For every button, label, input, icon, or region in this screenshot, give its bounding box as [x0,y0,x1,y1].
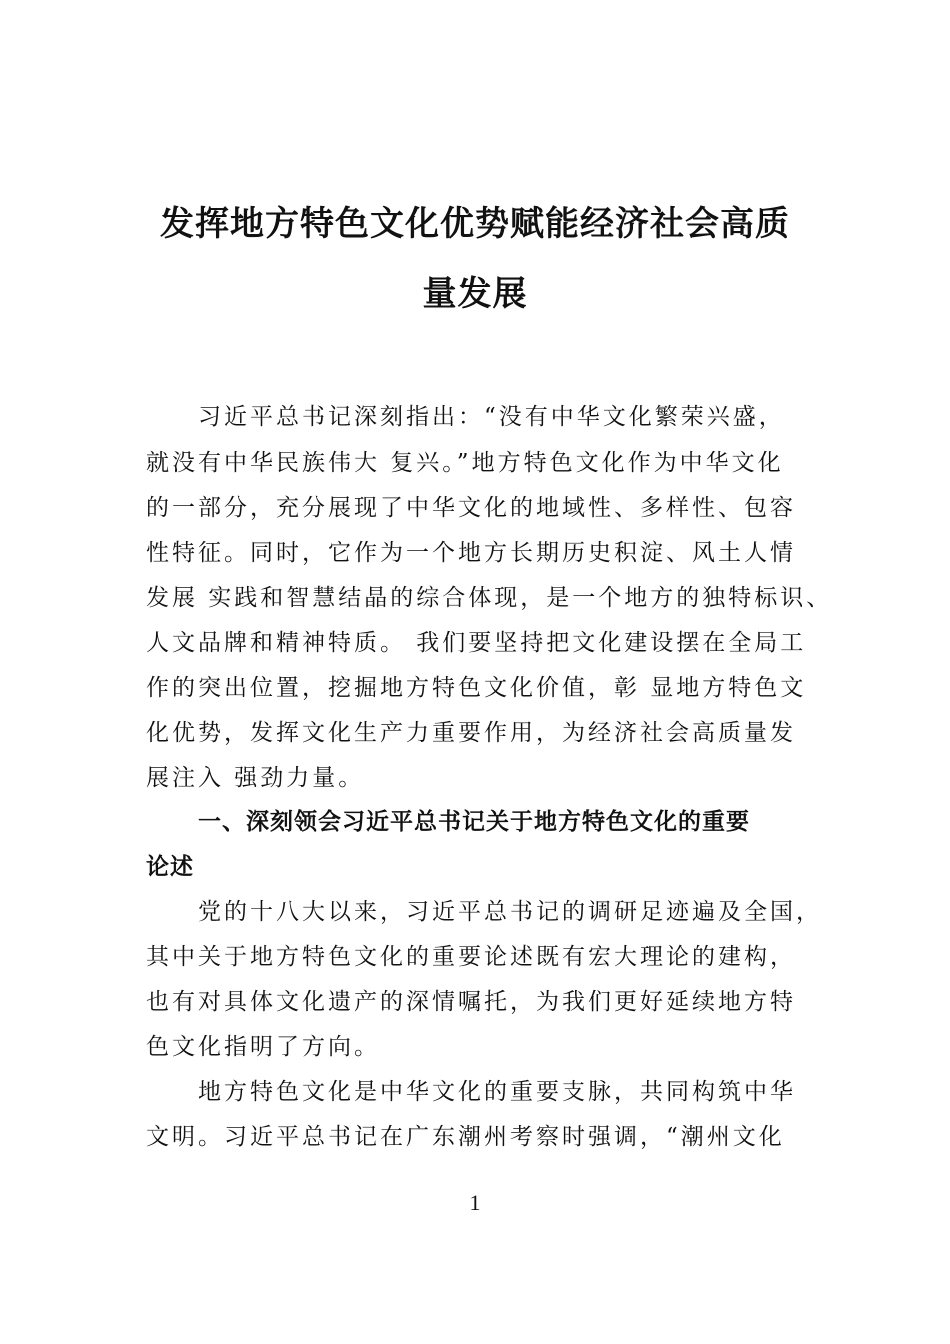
paragraph-1-line: 就没有中华民族伟大 复兴。”地方特色文化作为中华文化 [146,450,784,476]
section-heading-line-2: 论述 [146,854,194,880]
paragraph-1-line: 的一部分，充分展现了中华文化的地域性、多样性、包容 [146,495,796,521]
paragraph-1-line: 展注入 强劲力量。 [146,765,365,791]
paragraph-3-line: 地方特色文化是中华文化的重要支脉，共同构筑中华 [198,1079,796,1105]
document-title-line-1: 发挥地方特色文化优势赋能经济社会高质 [160,204,790,244]
paragraph-1-line: 性特征。同时，它作为一个地方长期历史积淀、风土人情 [146,540,796,566]
paragraph-1-line: 人文品牌和精神特质。 我们要坚持把文化建设摆在全局工 [146,630,807,656]
paragraph-1-line: 作的突出位置，挖掘地方特色文化价值，彰 显地方特色文 [146,675,807,701]
paragraph-1-line: 化优势，发挥文化生产力重要作用，为经济社会高质量发 [146,720,796,746]
paragraph-2-line: 色文化指明了方向。 [146,1034,380,1060]
paragraph-2-line: 也有对具体文化遗产的深情嘱托，为我们更好延续地方特 [146,989,796,1015]
document-title-line-2: 量发展 [422,274,528,314]
paragraph-1-line: 习近平总书记深刻指出：“没有中华文化繁荣兴盛， [198,404,785,430]
section-heading-line-1: 一、深刻领会习近平总书记关于地方特色文化的重要 [198,809,750,835]
paragraph-2-line: 党的十八大以来，习近平总书记的调研足迹遍及全国， [198,899,822,925]
paragraph-3-line: 文明。习近平总书记在广东潮州考察时强调，“潮州文化 [146,1124,785,1150]
paragraph-1-line: 发展 实践和智慧结晶的综合体现，是一个地方的独特标识、 [146,585,833,611]
page-number: 1 [469,1190,481,1215]
paragraph-2-line: 其中关于地方特色文化的重要论述既有宏大理论的建构， [146,944,796,970]
